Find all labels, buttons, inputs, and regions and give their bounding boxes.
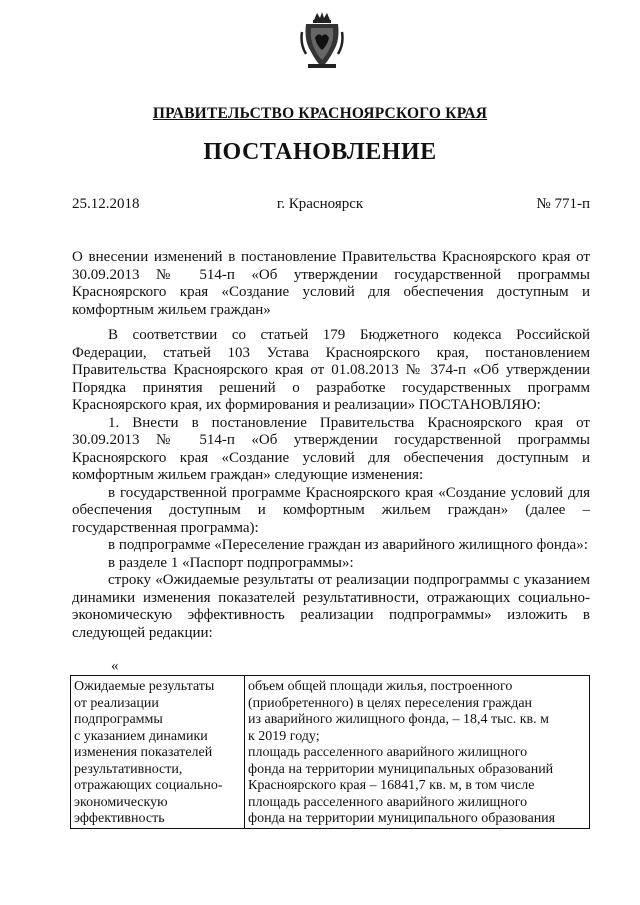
paragraph-section-1: в разделе 1 «Паспорт подпрограммы»: (108, 554, 354, 571)
cell-line: экономическую (74, 794, 168, 810)
subject-text: О внесении изменений в постановление Правительства Красноярского края от 30.09.2013 № 514-п «Об утверждении государственной программы Красноярского края «Создание условий для обеспечения доступным и комфортным жильем граждан» (72, 249, 590, 318)
cell-line: от реализации (74, 695, 159, 711)
document-body (72, 327, 590, 642)
cell-line: площадь расселенного аварийного жилищного (248, 794, 528, 810)
document-date: 25.12.2018 (72, 196, 140, 212)
document-number: № 771-п (536, 196, 590, 212)
paragraph-item-1: 1. Внести в постановление Правительства Красноярского края от 30.09.2013 № 514-п «Об утверждении государственной программы Красноярского края «Создание условий для обеспечения доступным и комфортным жильем граждан» следующие изменения: (72, 414, 590, 483)
paragraph-state-program: в государственной программе Красноярского края «Создание условий для обеспечения доступным и комфортным жильем граждан» (далее – государственная программа): (72, 484, 590, 536)
cell-line: Ожидаемые результаты (74, 679, 215, 694)
paragraph-row-change: строку «Ожидаемые результаты от реализации подпрограммы с указанием динамики изменения показателей результативности, отражающих социально-экономическую эффективность реализации подпрограммы» изложить в следующей редакции: (72, 572, 590, 641)
paragraph-basis: В соответствии со статьей 179 Бюджетного кодекса Российской Федерации, статьей 103 Устава Красноярского края, постановлением Правительства Красноярского края от 01.08.2013 № 374-п «Об утверждении Порядка принятия решений о разработке государственных программ Красноярского края, их формирования и реализации» ПОСТАНОВЛЯЮ: (72, 327, 590, 413)
table-cell-label (71, 676, 245, 829)
cell-line: площадь расселенного аварийного жилищного (248, 745, 528, 760)
cell-line: из аварийного жилищного фонда, – 18,4 тыс. кв. м (248, 712, 549, 727)
document-subject (72, 249, 590, 319)
cell-line: подпрограммы (74, 712, 163, 727)
table-cell-value (245, 676, 590, 829)
passport-table (70, 675, 590, 829)
cell-line: Красноярского края – 16841,7 кв. м, в том числе (248, 778, 535, 793)
cell-line: изменения показателей (74, 745, 213, 760)
cell-line: фонда на территории муниципальных образований (248, 761, 554, 777)
cell-line: эффективность (74, 811, 165, 826)
cell-line: отражающих социально- (74, 778, 223, 793)
cell-line: фонда на территории муниципального образования (248, 811, 556, 826)
quote-open-mark: « (111, 658, 119, 674)
document-city: г. Красноярск (276, 196, 364, 212)
paragraph-subprogram: в подпрограмме «Переселение граждан из аварийного жилищного фонда»: (108, 537, 588, 553)
coat-of-arms-icon (300, 10, 344, 70)
document-kind: ПОСТАНОВЛЕНИЕ (203, 139, 437, 165)
cell-line: (приобретенного) в целях переселения граждан (248, 695, 533, 711)
cell-line: к 2019 году; (248, 728, 320, 744)
cell-line: результативности, (74, 761, 183, 777)
cell-line: объем общей площади жилья, построенного (248, 679, 513, 694)
table-row (71, 676, 590, 829)
government-title: ПРАВИТЕЛЬСТВО КРАСНОЯРСКОГО КРАЯ (152, 105, 488, 122)
cell-line: с указанием динамики (74, 728, 208, 744)
